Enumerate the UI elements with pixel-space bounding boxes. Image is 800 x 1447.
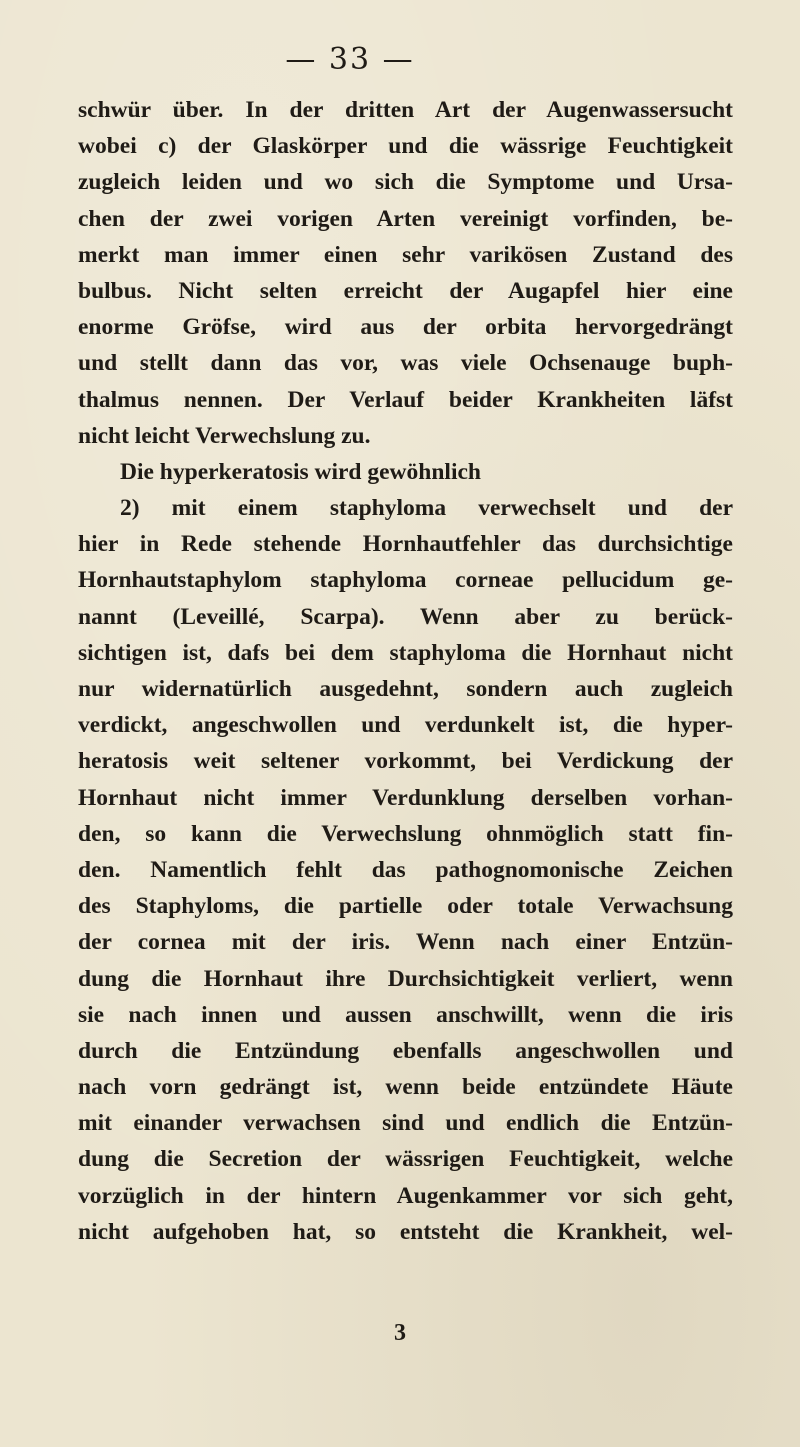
body-text [78,92,733,1250]
text-line: sichtigen ist, dafs bei dem staphyloma die Hornhaut nicht [78,639,733,666]
text-line: verdickt, angeschwollen und verdunkelt ist, die hyper- [78,712,733,739]
text-line: dung die Hornhaut ihre Durchsichtigkeit verliert, wenn [78,965,733,992]
text-line: den. Namentlich fehlt das pathognomonische Zeichen [78,856,733,883]
text-line: dung die Secretion der wässrigen Feuchtigkeit, welche [78,1146,733,1173]
text-line: nannt (Leveillé, Scarpa). Wenn aber zu berück- [78,603,733,630]
page-number-header: — 33 — [285,42,415,77]
text-line: 2) mit einem staphyloma verwechselt und der [120,495,733,522]
text-line: wobei c) der Glaskörper und die wässrige Feuchtigkeit [78,133,733,160]
text-line: schwür über. In der dritten Art der Augenwassersucht [78,97,733,123]
text-line: des Staphyloms, die partielle oder totale Verwachsung [78,893,733,920]
text-line: der cornea mit der iris. Wenn nach einer Entzün- [78,929,733,956]
text-line: thalmus nennen. Der Verlauf beider Krankheiten läfst [78,386,733,413]
text-line: nicht leicht Verwechslung zu. [78,422,371,449]
text-line: enorme Gröfse, wird aus der orbita hervorgedrängt [78,314,733,341]
signature-mark: 3 [394,1320,406,1346]
text-line: nur widernatürlich ausgedehnt, sondern auch zugleich [78,676,733,702]
text-line: Hornhautstaphylom staphyloma corneae pellucidum ge- [78,567,733,594]
text-line: chen der zwei vorigen Arten vereinigt vorfinden, be- [78,205,733,232]
text-line: nicht aufgehoben hat, so entsteht die Krankheit, wel- [78,1218,733,1245]
text-line: und stellt dann das vor, was viele Ochsenauge buph- [78,350,733,377]
text-line: mit einander verwachsen sind und endlich die Entzün- [78,1110,733,1137]
text-line: heratosis weit seltener vorkommt, bei Verdickung der [78,748,733,775]
text-line: hier in Rede stehende Hornhautfehler das durchsichtige [78,531,733,558]
text-line: durch die Entzündung ebenfalls angeschwollen und [78,1037,733,1064]
text-line: bulbus. Nicht selten erreicht der Augapfel hier eine [78,277,733,304]
text-line: zugleich leiden und wo sich die Symptome und Ursa- [78,169,733,196]
text-line: sie nach innen und aussen anschwillt, wenn die iris [78,1001,733,1028]
text-line: nach vorn gedrängt ist, wenn beide entzündete Häute [78,1074,733,1101]
text-line: Die hyperkeratosis wird gewöhnlich [120,458,481,485]
text-line: merkt man immer einen sehr varikösen Zustand des [78,241,733,268]
text-line: Hornhaut nicht immer Verdunklung derselben vorhan- [78,784,733,811]
text-line: den, so kann die Verwechslung ohnmöglich statt fin- [78,820,733,847]
text-line: vorzüglich in der hintern Augenkammer vor sich geht, [78,1182,733,1209]
